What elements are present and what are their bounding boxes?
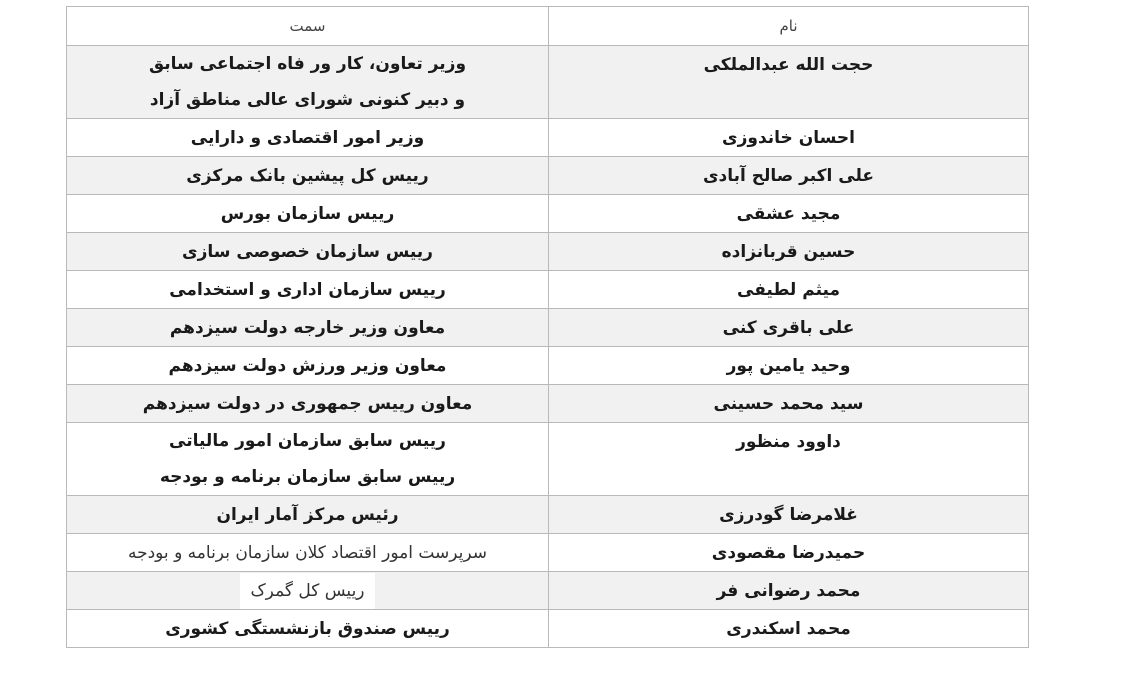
role-cell — [67, 309, 549, 347]
name-text: محمد رضوانی فر — [716, 581, 861, 601]
table-row — [67, 309, 1029, 347]
name-cell — [549, 233, 1029, 271]
role-line: رییس سابق سازمان برنامه و بودجه — [159, 467, 456, 487]
officials-table — [66, 6, 1029, 648]
table-row — [67, 271, 1029, 309]
name-cell — [549, 195, 1029, 233]
role-cell — [67, 347, 549, 385]
header-row — [67, 7, 1029, 46]
role-cell — [67, 233, 549, 271]
name-cell — [549, 46, 1029, 119]
name-cell — [549, 534, 1029, 572]
table-row — [67, 195, 1029, 233]
header-role: سمت — [67, 7, 549, 46]
table-row — [67, 572, 1029, 610]
role-line: وزیر تعاون، کار ور فاه اجتماعی سابق — [148, 54, 467, 74]
name-cell — [549, 347, 1029, 385]
name-text: غلامرضا گودرزی — [719, 505, 858, 525]
role-line: وزیر امور اقتصادی و دارایی — [190, 127, 425, 148]
role-line: رییس کل گمرک — [250, 580, 365, 601]
name-cell — [549, 385, 1029, 423]
role-line: رییس سازمان خصوصی سازی — [182, 241, 433, 262]
role-line: رئیس مرکز آمار ایران — [216, 504, 399, 525]
name-text: حسین قربانزاده — [721, 242, 856, 262]
role-line: رییس سازمان اداری و استخدامی — [169, 279, 446, 300]
name-text: حجت الله عبدالملکی — [703, 55, 874, 75]
role-cell — [67, 157, 549, 195]
name-cell — [549, 572, 1029, 610]
table-row — [67, 46, 1029, 119]
name-text: محمد اسکندری — [726, 619, 851, 639]
name-text: وحید یامین پور — [726, 356, 851, 376]
role-line: معاون وزیر ورزش دولت سیزدهم — [168, 355, 447, 376]
role-line: رییس صندوق بازنشستگی کشوری — [165, 618, 450, 639]
name-text: علی اکبر صالح آبادی — [702, 166, 875, 186]
role-cell — [67, 195, 549, 233]
role-line: رییس سازمان بورس — [220, 203, 395, 224]
name-cell — [549, 610, 1029, 648]
table-row — [67, 119, 1029, 157]
name-cell — [549, 271, 1029, 309]
name-text: مجید عشقی — [736, 204, 841, 224]
name-cell — [549, 157, 1029, 195]
role-cell — [67, 572, 549, 610]
role-line: رییس سابق سازمان امور مالیاتی — [169, 431, 446, 451]
role-line: معاون رییس جمهوری در دولت سیزدهم — [142, 393, 473, 414]
role-highlight-box — [240, 573, 374, 609]
name-cell — [549, 119, 1029, 157]
table-row — [67, 157, 1029, 195]
name-cell — [549, 496, 1029, 534]
table-row — [67, 233, 1029, 271]
name-cell — [549, 423, 1029, 496]
role-cell — [67, 46, 549, 119]
table-row — [67, 610, 1029, 648]
name-text: سید محمد حسینی — [713, 394, 864, 414]
role-cell — [67, 385, 549, 423]
name-text: حمیدرضا مقصودی — [711, 543, 866, 563]
name-text: میثم لطیفی — [737, 280, 840, 300]
role-line: معاون وزیر خارجه دولت سیزدهم — [169, 317, 446, 338]
table-row — [67, 385, 1029, 423]
name-text: داوود منظور — [736, 432, 841, 452]
table-row — [67, 347, 1029, 385]
role-line: سرپرست امور اقتصاد کلان سازمان برنامه و بودجه — [127, 542, 488, 563]
name-cell — [549, 309, 1029, 347]
role-line: و دبیر کنونی شورای عالی مناطق آزاد — [149, 90, 466, 110]
role-cell — [67, 610, 549, 648]
role-cell — [67, 271, 549, 309]
table-row — [67, 534, 1029, 572]
role-cell — [67, 496, 549, 534]
role-cell — [67, 534, 549, 572]
table-row — [67, 423, 1029, 496]
name-text: احسان خاندوزی — [722, 128, 855, 148]
role-cell — [67, 119, 549, 157]
table-row — [67, 496, 1029, 534]
role-cell — [67, 423, 549, 496]
header-name: نام — [549, 7, 1029, 46]
name-text: علی باقری کنی — [722, 318, 855, 338]
role-line: رییس کل پیشین بانک مرکزی — [186, 165, 429, 186]
